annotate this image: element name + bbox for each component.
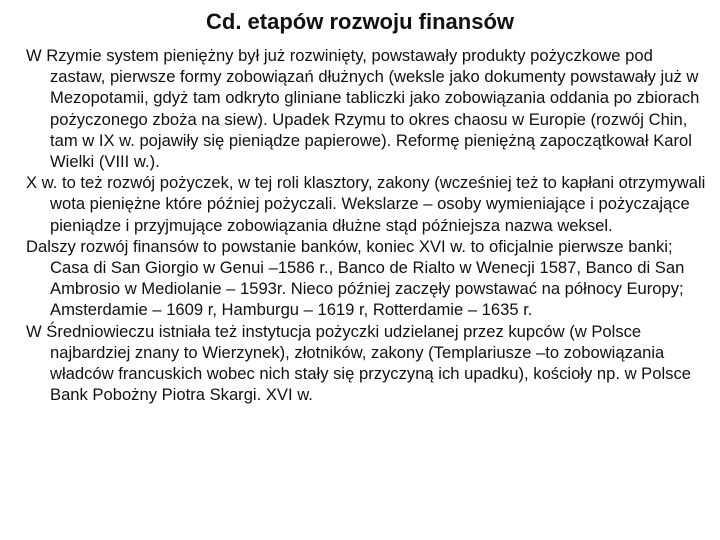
paragraph-rome: W Rzymie system pieniężny był już rozwinięty, powstawały produkty pożyczkowe pod zastaw, pierwsze formy zobowiązań dłużnych (weksle jako dokumenty powstawały już w Mezopotamii, gdyż tam odkryto gliniane tabliczki jako zobowiązania oddania po zbiorach pożyczonego zboża na siew). Upadek Rzymu to okres chaosu w Europie (rozwój Chin, tam w IX w. pojawiły się pieniądze papierowe). Reformę pieniężną zapoczątkował Karol Wielki (VIII w.). xyxy=(26,46,700,172)
slide-body xyxy=(26,45,710,405)
paragraph-middle-ages: W Średniowieczu istniała też instytucja pożyczki udzielanej przez kupców (w Polsce najbardziej znany to Wierzynek), złotników, zakony (Templariusze –to zobowiązania władców francuskich wobec nich stały się przyczyną ich upadku), kościoły np. w Polsce Bank Pobożny Piotra Skargi. XVI w. xyxy=(26,321,691,405)
paragraph-banks: Dalszy rozwój finansów to powstanie banków, koniec XVI w. to oficjalnie pierwsze banki; Casa di San Giorgio w Genui –1586 r., Banco de Rialto w Wenecji 1587, Banco di San Ambrosio w Mediolanie – 1593r. Nieco później zaczęły powstawać na północy Europy; Amsterdamie – 1609 r, Hamburgu – 1619 r, Rotterdamie – 1635 r. xyxy=(26,236,685,320)
slide-title: Cd. etapów rozwoju finansów xyxy=(206,9,514,34)
paragraph-loans: X w. to też rozwój pożyczek, w tej roli klasztory, zakony (wcześniej też to kapłani otrzymywali wota pieniężne które później pożyczali. Wekslarze – osoby wymieniające i pożyczające pieniądze i przyjmujące zobowiązania dłużne stąd późniejsza nazwa weksel. xyxy=(26,173,706,235)
